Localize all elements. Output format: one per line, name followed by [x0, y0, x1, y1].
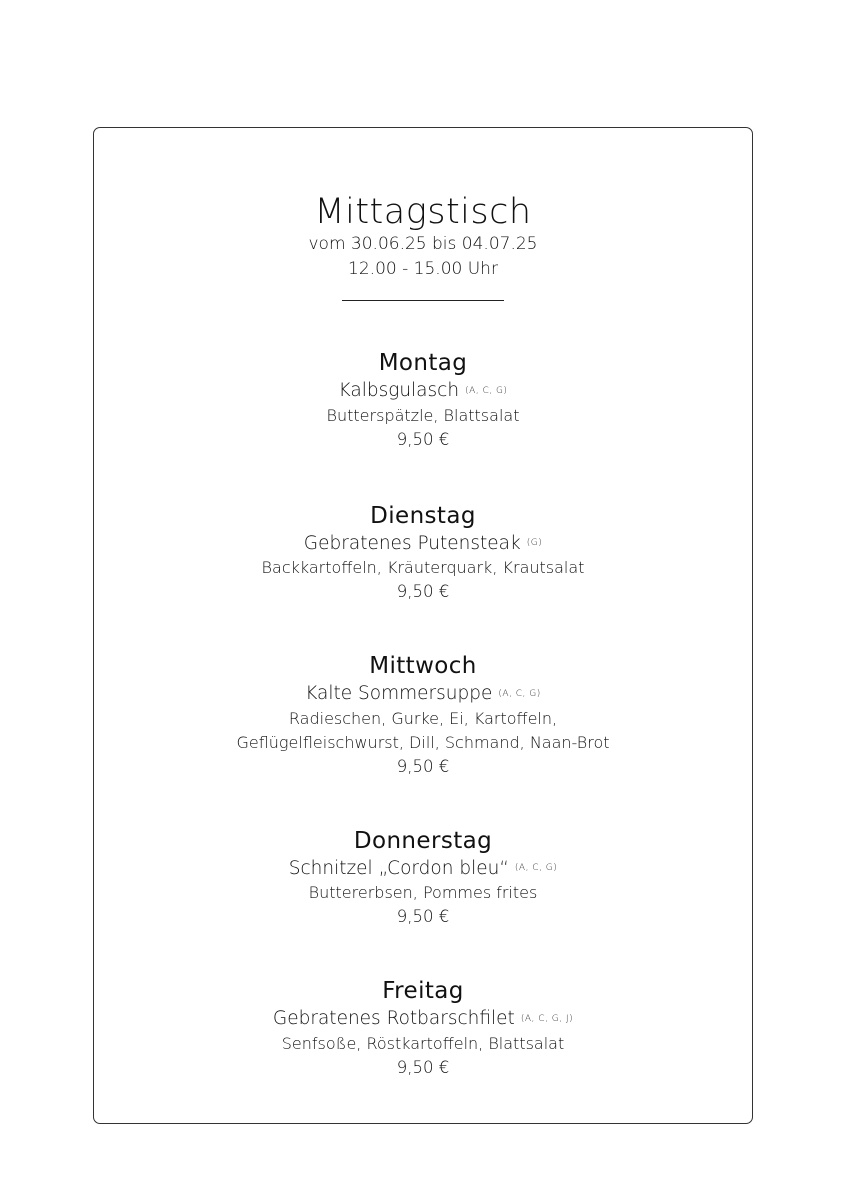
dish-title: Gebratenes Rotbarschfilet	[272, 1008, 515, 1029]
day-name: Mittwoch	[369, 653, 477, 679]
dish-name	[93, 681, 753, 707]
opening-hours: 12.00 - 15.00 Uhr	[348, 259, 498, 279]
page-title: Mittagstisch	[314, 192, 532, 232]
menu-header	[93, 192, 753, 301]
dish-title: Schnitzel „Cordon bleu“	[288, 857, 509, 879]
day-tuesday	[93, 501, 753, 605]
dish-name	[93, 378, 753, 404]
allergen-codes: (A, C, G)	[465, 385, 508, 396]
allergen-codes: (A, C, G, J)	[520, 1013, 574, 1024]
day-wednesday	[93, 651, 753, 779]
side-dishes: Buttererbsen, Pommes frites	[308, 883, 538, 902]
day-friday	[93, 976, 753, 1080]
price: 9,50 €	[396, 582, 450, 601]
day-thursday	[93, 826, 753, 930]
day-monday	[93, 348, 753, 452]
side-dishes-line-1: Radieschen, Gurke, Ei, Kartoffeln,	[288, 708, 558, 728]
side-dishes: Senfsoße, Röstkartoffeln, Blattsalat	[281, 1033, 565, 1053]
day-name: Dienstag	[370, 502, 476, 529]
dish-name	[93, 531, 753, 557]
price: 9,50 €	[396, 756, 450, 776]
header-divider	[342, 300, 504, 301]
date-range: vom 30.06.25 bis 04.07.25	[308, 234, 538, 254]
day-name: Freitag	[382, 978, 464, 1004]
allergen-codes: (G)	[526, 538, 543, 548]
day-name: Montag	[378, 350, 468, 376]
dish-title: Gebratenes Putensteak	[303, 532, 521, 554]
price: 9,50 €	[396, 907, 450, 926]
price: 9,50 €	[396, 429, 450, 449]
dish-name	[93, 856, 753, 882]
side-dishes: Backkartoffeln, Kräuterquark, Krautsalat	[261, 558, 585, 577]
day-name: Donnerstag	[353, 827, 493, 854]
menu-content	[93, 192, 753, 1080]
dish-title: Kalte Sommersuppe	[305, 683, 493, 704]
price: 9,50 €	[396, 1057, 450, 1077]
dish-title: Kalbsgulasch	[338, 380, 460, 401]
allergen-codes: (A, C, G)	[514, 863, 558, 873]
side-dishes: Butterspätzle, Blattsalat	[326, 405, 520, 425]
dish-name	[93, 1006, 753, 1032]
side-dishes-line-2: Geflügelfleischwurst, Dill, Schmand, Naan-Brot	[236, 732, 610, 752]
allergen-codes: (A, C, G)	[498, 688, 541, 699]
